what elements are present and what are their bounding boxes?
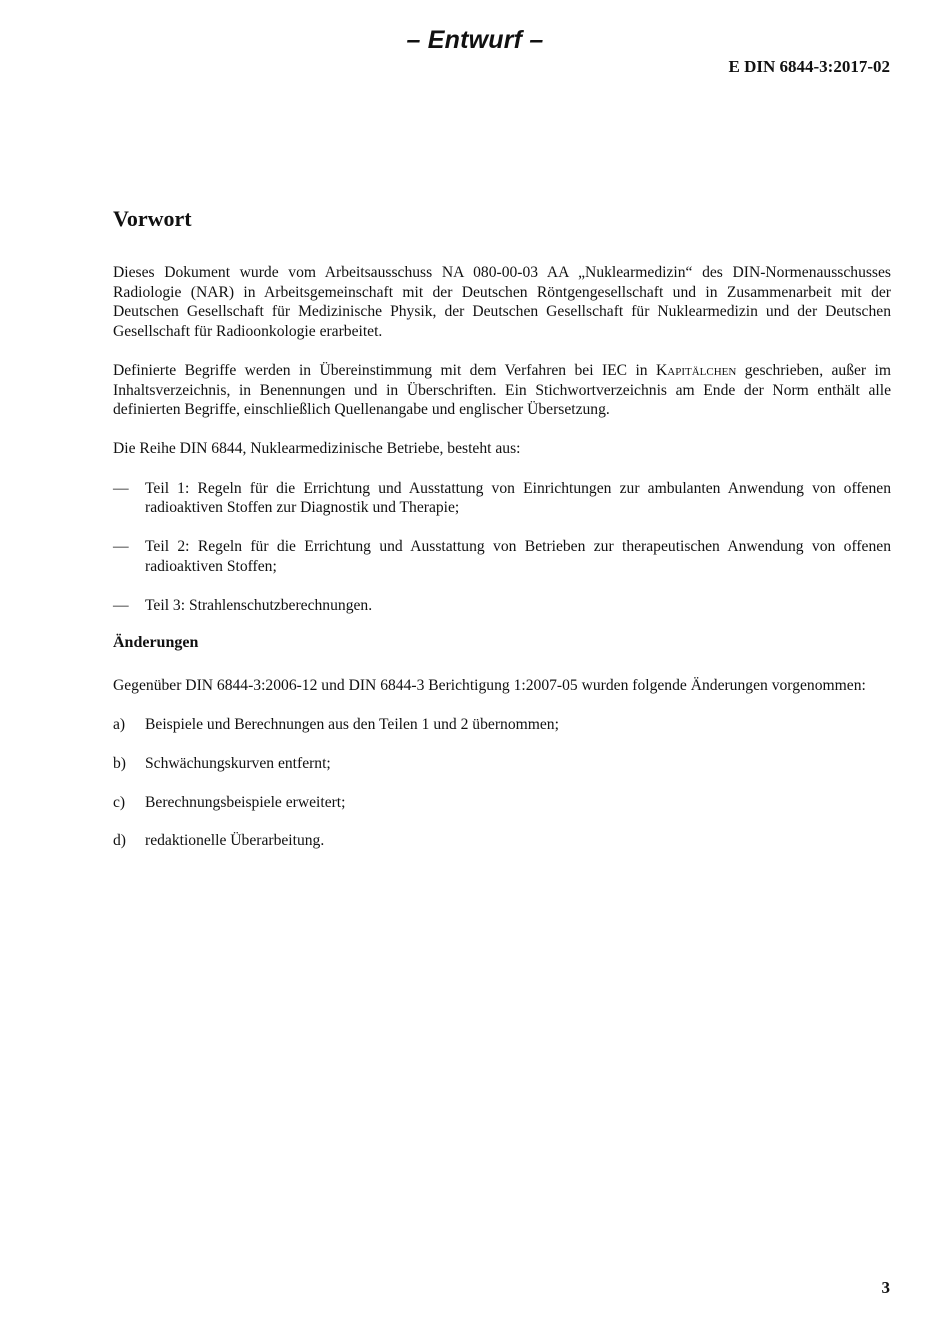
list-item-text: Teil 2: Regeln für die Errichtung und Ausstattung von Betrieben zur therapeutischen Anwendung von offenen radioaktiven Stoffen; <box>145 538 891 575</box>
list-item-text: Teil 1: Regeln für die Errichtung und Ausstattung von Einrichtungen zur ambulanten Anwendung von offenen radioaktiven Stoffen zur Diagnostik und Therapie; <box>145 479 891 517</box>
dash-marker: — <box>113 479 129 497</box>
page-number: 3 <box>881 1278 890 1297</box>
changes-list <box>113 715 891 850</box>
list-item-text: Berechnungsbeispiele erweitert; <box>145 793 346 811</box>
list-item <box>113 831 891 851</box>
list-item <box>113 479 891 518</box>
paragraph-2-text-after: geschrieben, außer im Inhaltsverzeichnis, in Benennungen und in Überschriften. Ein Stichwortverzeichnis am Ende der Norm enthält alle definierten Begriffe, einschließlich Quellenangabe und englischer Übersetzung. <box>113 361 891 419</box>
list-marker: a) <box>113 716 126 734</box>
document-number: E DIN 6844-3:2017-02 <box>728 57 890 76</box>
page-content <box>113 205 891 870</box>
dash-marker: — <box>113 538 129 556</box>
list-item <box>113 596 891 616</box>
list-item-text: redaktionelle Überarbeitung. <box>145 832 325 850</box>
paragraph-2-text-before: Definierte Begriffe werden in Übereinstimmung mit dem Verfahren bei IEC in <box>113 361 648 379</box>
list-marker: c) <box>113 793 126 811</box>
list-item-text: Schwächungskurven entfernt; <box>145 755 331 773</box>
list-item-text: Teil 3: Strahlenschutzberechnungen. <box>145 597 373 615</box>
series-intro: Die Reihe DIN 6844, Nuklearmedizinische Betriebe, besteht aus: <box>113 440 521 458</box>
changes-intro: Gegenüber DIN 6844-3:2006-12 und DIN 6844-3 Berichtigung 1:2007-05 wurden folgende Änderungen vorgenommen: <box>113 677 866 695</box>
smallcaps-term: Kapitälchen <box>656 361 737 379</box>
list-item-text: Beispiele und Berechnungen aus den Teilen 1 und 2 übernommen; <box>145 716 559 734</box>
foreword-paragraph-2 <box>113 361 891 420</box>
dash-marker: — <box>113 597 129 615</box>
list-marker: b) <box>113 755 126 773</box>
list-item <box>113 537 891 576</box>
parts-list <box>113 479 891 616</box>
changes-heading: Änderungen <box>113 634 199 652</box>
foreword-paragraph-1: Dieses Dokument wurde vom Arbeitsausschuss NA 080-00-03 AA „Nuklearmedizin“ des DIN-Normenausschusses Radiologie (NAR) in Arbeitsgemeinschaft mit der Deutschen Röntgengesellschaft und in Zusammenarbeit mit der Deutschen Gesellschaft für Medizinische Physik, der Deutschen Gesellschaft für Nuklearmedizin und der Deutschen Gesellschaft für Radioonkologie erarbeitet. <box>113 264 891 340</box>
draft-label: – Entwurf – <box>406 26 544 54</box>
list-item <box>113 715 891 735</box>
list-item <box>113 793 891 813</box>
list-marker: d) <box>113 832 126 850</box>
section-title: Vorwort <box>113 206 192 231</box>
list-item <box>113 754 891 774</box>
